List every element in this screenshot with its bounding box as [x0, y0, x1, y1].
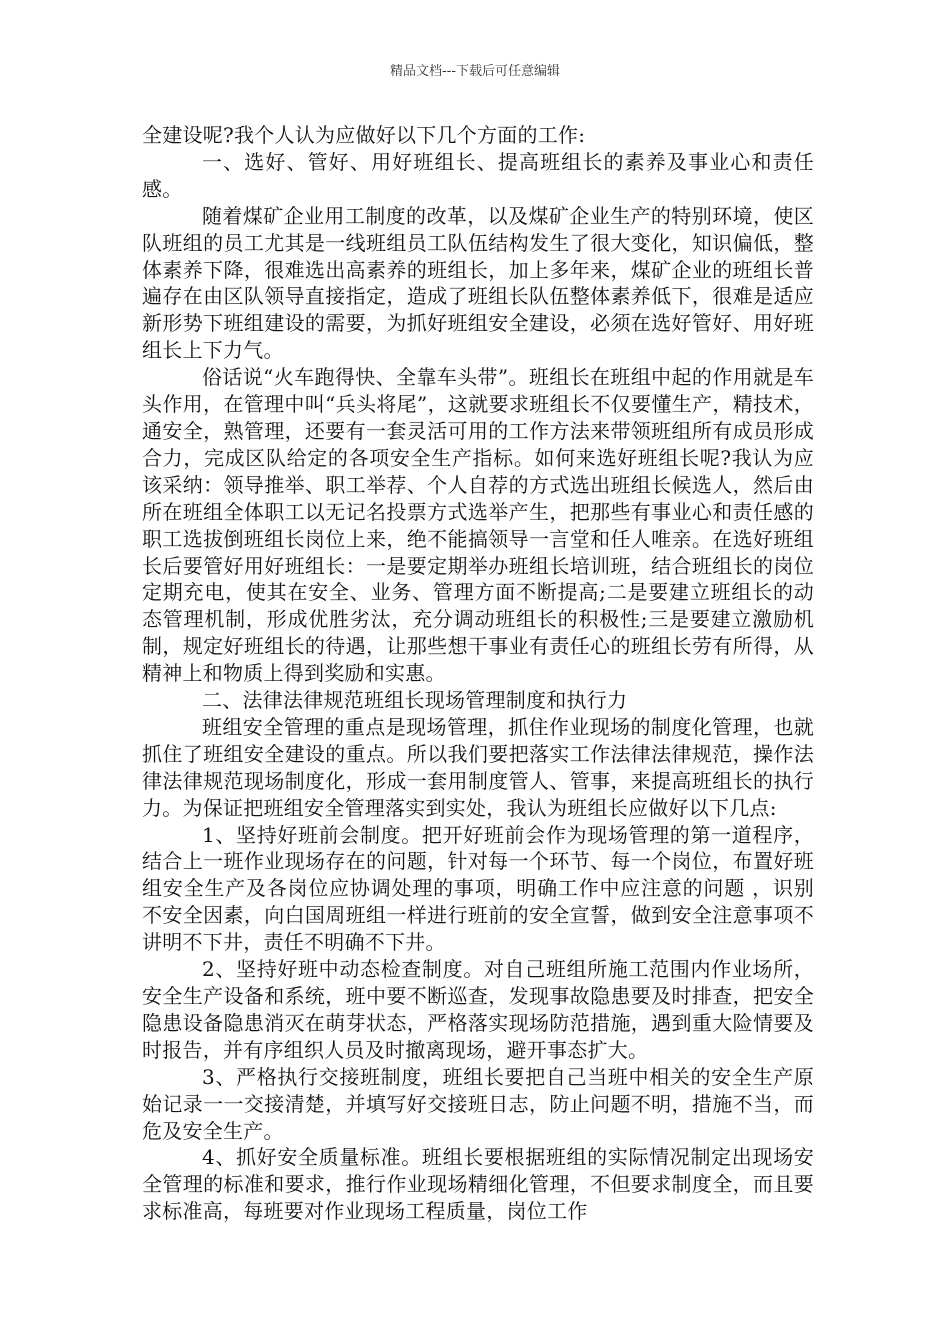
paragraph-heading-2: 二、法律法律规范班组长现场管理制度和执行力: [202, 688, 628, 713]
paragraph-item-3: 3、严格执行交接班制度，班组长要把自己当班中相关的安全生产原始记录一一交接清楚，并填写好交接班日志，防止问题不明，措施不当，而危及安全生产。: [142, 1064, 814, 1143]
paragraph-intro: 全建设呢?我个人认为应做好以下几个方面的工作:: [142, 123, 586, 147]
paragraph-item-4: 4、抓好安全质量标准。班组长要根据班组的实际情况制定出现场安全管理的标准和要求，推行作业现场精细化管理，不但要求制度全，而且要求标准高，每班要对作业现场工程质量，岗位工作: [142, 1145, 814, 1224]
paragraph: 俗话说“火车跑得快、全靠车头带”。班组长在班组中起的作用就是车头作用，在管理中叫“兵头将尾”，这就要求班组长不仅要懂生产，精技术，通安全，熟管理，还要有一套灵活可用的工作方法来带领班组所有成员形成合力，完成区队给定的各项安全生产指标。如何来选好班组长呢?我认为应该采纳：领导推举、职工举荐、个人自荐的方式选出班组长候选人，然后由所在班组全体职工以无记名投票方式选举产生，把那些有事业心和责任感的职工选拔倒班组长岗位上来，绝不能搞领导一言堂和任人唯亲。在选好班组长后要管好用好班组长：一是要定期举办班组长培训班，结合班组长的岗位定期充电，使其在安全、业务、管理方面不断提高;二是要建立班组长的动态管理机制，形成优胜劣汰，充分调动班组长的积极性;三是要建立激励机制，规定好班组长的待遇，让那些想干事业有责任心的班组长劳有所得，从精神上和物质上得到奖励和实惠。: [142, 365, 814, 686]
page-header: 精品文档---下载后可任意编辑: [389, 64, 561, 79]
paragraph-item-1: 1、坚持好班前会制度。把开好班前会作为现场管理的第一道程序，结合上一班作业现场存在的问题，针对每一个环节、每一个岗位，布置好班组安全生产及各岗位应协调处理的事项，明确工作中应注意的问题 ，识别不安全因素，向白国周班组一样进行班前的安全宣誓，做到安全注意事项不讲明不下井，责任不明确不下井。: [142, 822, 814, 955]
document-body: [142, 122, 814, 1225]
paragraph: 班组安全管理的重点是现场管理，抓住作业现场的制度化管理，也就抓住了班组安全建设的重点。所以我们要把落实工作法律法律规范，操作法律法律规范现场制度化，形成一套用制度管人、管事，来提高班组长的执行力。为保证把班组安全管理落实到实处，我认为班组长应做好以下几点:: [142, 714, 814, 820]
paragraph-item-2: 2、坚持好班中动态检查制度。对自己班组所施工范围内作业场所，安全生产设备和系统，班中要不断巡查，发现事故隐患要及时排查，把安全隐患设备隐患消灭在萌芽状态，严格落实现场防范措施，遇到重大险情要及时报告，并有序组织人员及时撤离现场，避开事态扩大。: [142, 957, 814, 1062]
paragraph-heading-1: 一、选好、管好、用好班组长、提高班组长的素养及事业心和责任感。: [142, 149, 814, 201]
paragraph: 随着煤矿企业用工制度的改革，以及煤矿企业生产的特别环境，使区队班组的员工尤其是一线班组员工队伍结构发生了很大变化，知识偏低，整体素养下降，很难选出高素养的班组长，加上多年来，煤矿企业的班组长普遍存在由区队领导直接指定，造成了班组长队伍整体素养低下，很难是适应新形势下班组建设的需要，为抓好班组安全建设，必须在选好管好、用好班组长上下力气。: [142, 203, 814, 363]
